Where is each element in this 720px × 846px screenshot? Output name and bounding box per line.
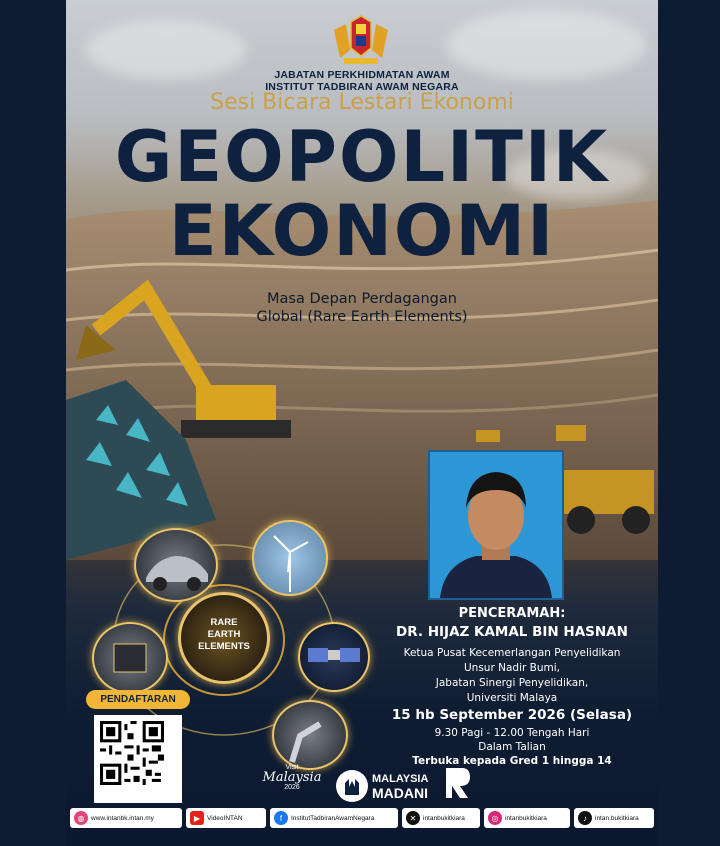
instagram-icon: ◎ bbox=[488, 811, 502, 825]
event-mode: Dalam Talian bbox=[478, 741, 546, 753]
social-label: VideoINTAN bbox=[207, 814, 243, 822]
globe-icon: ◍ bbox=[74, 811, 88, 825]
badge-line2: EARTH bbox=[207, 629, 241, 640]
social-tiktok-link[interactable] bbox=[574, 808, 654, 828]
microchip-image bbox=[92, 622, 168, 694]
social-x-link[interactable] bbox=[402, 808, 480, 828]
distant-truck bbox=[556, 425, 586, 441]
event-time: 9.30 Pagi - 12.00 Tengah Hari bbox=[434, 727, 590, 739]
satellite-image bbox=[298, 622, 370, 692]
madani-hands-icon bbox=[336, 770, 368, 802]
social-label: www.intanbk.intan.my bbox=[91, 814, 154, 822]
headline-line2: EKONOMI bbox=[168, 190, 556, 272]
visit-prefix: Visit bbox=[285, 764, 299, 771]
speaker-heading: PENCERAMAH: bbox=[458, 606, 566, 621]
wind-turbine-image bbox=[252, 520, 328, 596]
speaker-role bbox=[366, 646, 658, 706]
social-label: intanbukitkiara bbox=[423, 814, 465, 822]
event-poster bbox=[66, 0, 658, 846]
registration-block bbox=[86, 690, 190, 803]
social-label: intan.bukitkiara bbox=[595, 814, 639, 822]
series-title: Sesi Bicara Lestari Ekonomi bbox=[210, 90, 514, 115]
registration-label: PENDAFTARAN bbox=[86, 690, 190, 709]
social-label: intanbukitkiara bbox=[505, 814, 547, 822]
social-facebook-link[interactable] bbox=[270, 808, 398, 828]
speaker-role-line2: Unsur Nadir Bumi, bbox=[464, 662, 560, 674]
speaker-role-line3: Jabatan Sinergi Penyelidikan, bbox=[435, 677, 589, 689]
visit-year: 2026 bbox=[284, 784, 300, 791]
social-media-bar bbox=[66, 806, 658, 830]
badge-line1: RARE bbox=[210, 617, 238, 628]
subtitle-line2: Global (Rare Earth Elements) bbox=[256, 309, 468, 325]
facebook-icon: f bbox=[274, 811, 288, 825]
malaysia-madani-logo bbox=[372, 772, 428, 800]
headline-line1: GEOPOLITIK bbox=[114, 116, 610, 198]
speaker-role-line4: Universiti Malaya bbox=[466, 692, 558, 704]
rare-earth-badge bbox=[178, 592, 270, 684]
event-eligibility: Terbuka kepada Gred 1 hingga 14 bbox=[412, 755, 612, 767]
electric-car-image bbox=[134, 528, 218, 602]
social-website-link[interactable] bbox=[70, 808, 182, 828]
agency-name-2: INSTITUT TADBIRAN AWAM NEGARA bbox=[265, 81, 459, 93]
social-instagram-link[interactable] bbox=[484, 808, 570, 828]
coat-of-arms-icon bbox=[328, 14, 394, 66]
madani-line1: MALAYSIA bbox=[372, 773, 429, 785]
agency-name-1: JABATAN PERKHIDMATAN AWAM bbox=[274, 69, 450, 81]
badge-line3: ELEMENTS bbox=[198, 641, 250, 652]
subtitle-line1: Masa Depan Perdagangan bbox=[267, 291, 457, 307]
subtitle bbox=[66, 290, 658, 326]
distant-truck bbox=[476, 430, 500, 442]
x-icon: ✕ bbox=[406, 811, 420, 825]
robot-arm-image bbox=[272, 700, 348, 770]
youtube-icon: ▶ bbox=[190, 811, 204, 825]
event-date: 15 hb September 2026 (Selasa) bbox=[391, 707, 633, 723]
social-youtube-link[interactable] bbox=[186, 808, 266, 828]
madani-line2: MADANI bbox=[372, 785, 428, 801]
visit-malaysia-text: Malaysia bbox=[262, 770, 322, 785]
speaker-name: DR. HIJAZ KAMAL BIN HASNAN bbox=[396, 624, 628, 640]
perkhidmatan-awam-logo-icon bbox=[442, 766, 472, 800]
registration-qr-code[interactable] bbox=[94, 715, 182, 803]
visit-malaysia-logo bbox=[262, 764, 322, 804]
speaker-photo bbox=[428, 450, 564, 600]
tiktok-icon: ♪ bbox=[578, 811, 592, 825]
social-label: InstitutTadbiranAwamNegara bbox=[291, 814, 375, 822]
speaker-role-line1: Ketua Pusat Kecemerlangan Penyelidikan bbox=[403, 647, 621, 659]
